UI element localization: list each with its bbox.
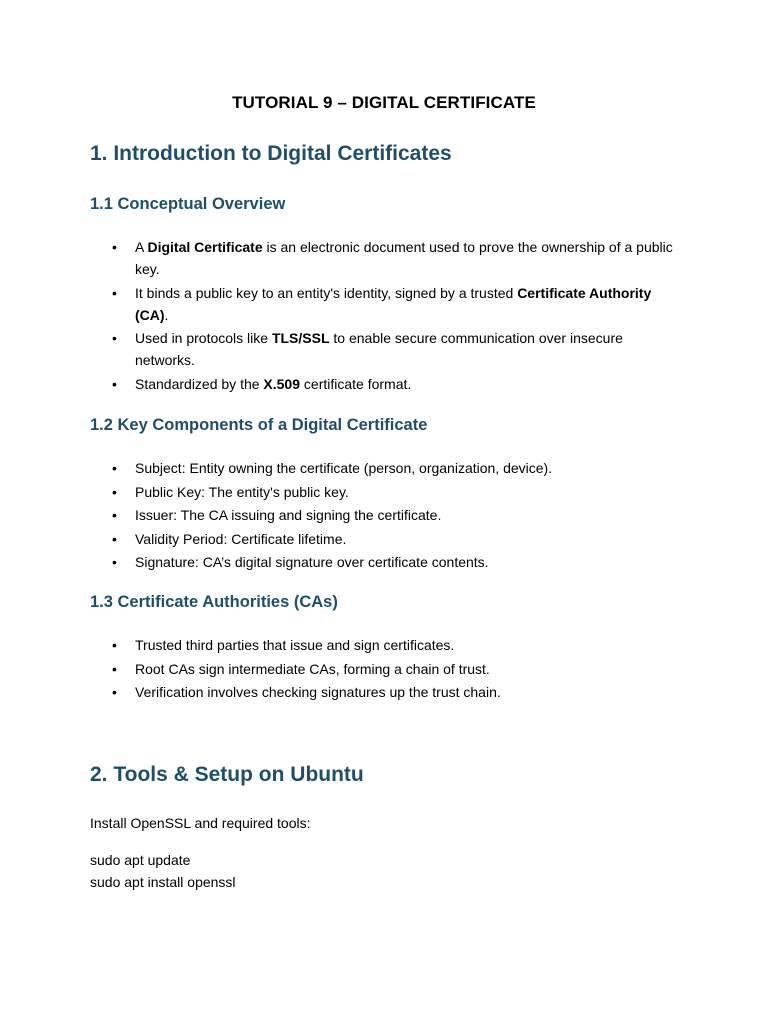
list-item-text: Standardized by the xyxy=(135,375,264,392)
bullet-icon: • xyxy=(112,330,117,346)
list-item xyxy=(0,457,768,479)
bullet-icon: • xyxy=(112,460,117,476)
document-title: TUTORIAL 9 – DIGITAL CERTIFICATE xyxy=(232,93,536,112)
list-item xyxy=(0,481,768,503)
list-item xyxy=(0,373,768,395)
list-item-bold: X.509 xyxy=(263,375,301,392)
bullet-icon: • xyxy=(112,375,117,392)
install-intro-text: Install OpenSSL and required tools: xyxy=(90,815,311,831)
list-item xyxy=(0,681,768,703)
section-1-2-heading: 1.2 Key Components of a Digital Certificate xyxy=(90,416,428,434)
list-item xyxy=(0,504,768,526)
list-item-text: is an electronic document used to prove the ownership of a public key. xyxy=(135,239,673,277)
section-1-1-heading: 1.1 Conceptual Overview xyxy=(90,195,286,213)
bullet-icon: • xyxy=(112,684,117,700)
section-2-heading: 2. Tools & Setup on Ubuntu xyxy=(90,763,364,786)
command-block xyxy=(90,849,236,893)
list-item-text: . xyxy=(164,306,169,323)
list-item-text: Validity Period: Certificate lifetime. xyxy=(135,530,347,547)
list-item xyxy=(0,327,768,371)
list-item-text: certificate format. xyxy=(300,375,412,392)
command-line: sudo apt install openssl xyxy=(90,874,236,890)
bullet-icon: • xyxy=(112,530,117,547)
list-item-text: Issuer: The CA issuing and signing the certificate. xyxy=(135,507,442,523)
list-item-text: Public Key: The entity's public key. xyxy=(135,483,349,500)
command-line: sudo apt update xyxy=(90,852,191,868)
bullet-icon: • xyxy=(112,483,117,500)
list-item-text: to enable secure communication over insecure networks. xyxy=(135,330,623,368)
bullet-icon: • xyxy=(112,554,117,570)
list-item-text: Used in protocols like xyxy=(135,330,272,346)
list-item xyxy=(0,658,768,680)
bullet-icon: • xyxy=(112,637,117,653)
list-item-bold: Digital Certificate xyxy=(147,239,263,255)
list-item xyxy=(0,634,768,656)
bullet-icon: • xyxy=(112,239,117,255)
conceptual-overview-list xyxy=(0,236,768,396)
list-item xyxy=(0,551,768,573)
section-1-3-heading: 1.3 Certificate Authorities (CAs) xyxy=(90,593,338,611)
list-item-text: Verification involves checking signatures up the trust chain. xyxy=(135,684,501,700)
list-item xyxy=(0,282,768,326)
list-item-text: Trusted third parties that issue and sign certificates. xyxy=(135,637,455,653)
key-components-list xyxy=(0,457,768,575)
bullet-icon: • xyxy=(112,284,117,301)
list-item-bold: Certificate Authority (CA) xyxy=(135,284,652,323)
bullet-icon: • xyxy=(112,660,117,677)
list-item xyxy=(0,528,768,550)
list-item-text: Root CAs sign intermediate CAs, forming a chain of trust. xyxy=(135,660,490,677)
list-item-text: It binds a public key to an entity's identity, signed by a trusted xyxy=(135,284,518,301)
list-item-text: A xyxy=(135,239,148,255)
list-item-text: Subject: Entity owning the certificate (person, organization, device). xyxy=(135,460,553,476)
list-item-bold: TLS/SSL xyxy=(271,330,330,346)
bullet-icon: • xyxy=(112,507,117,523)
list-item-text: Signature: CA’s digital signature over certificate contents. xyxy=(135,554,489,570)
section-1-heading: 1. Introduction to Digital Certificates xyxy=(90,142,452,165)
certificate-authorities-list xyxy=(0,634,768,705)
list-item xyxy=(0,236,768,280)
